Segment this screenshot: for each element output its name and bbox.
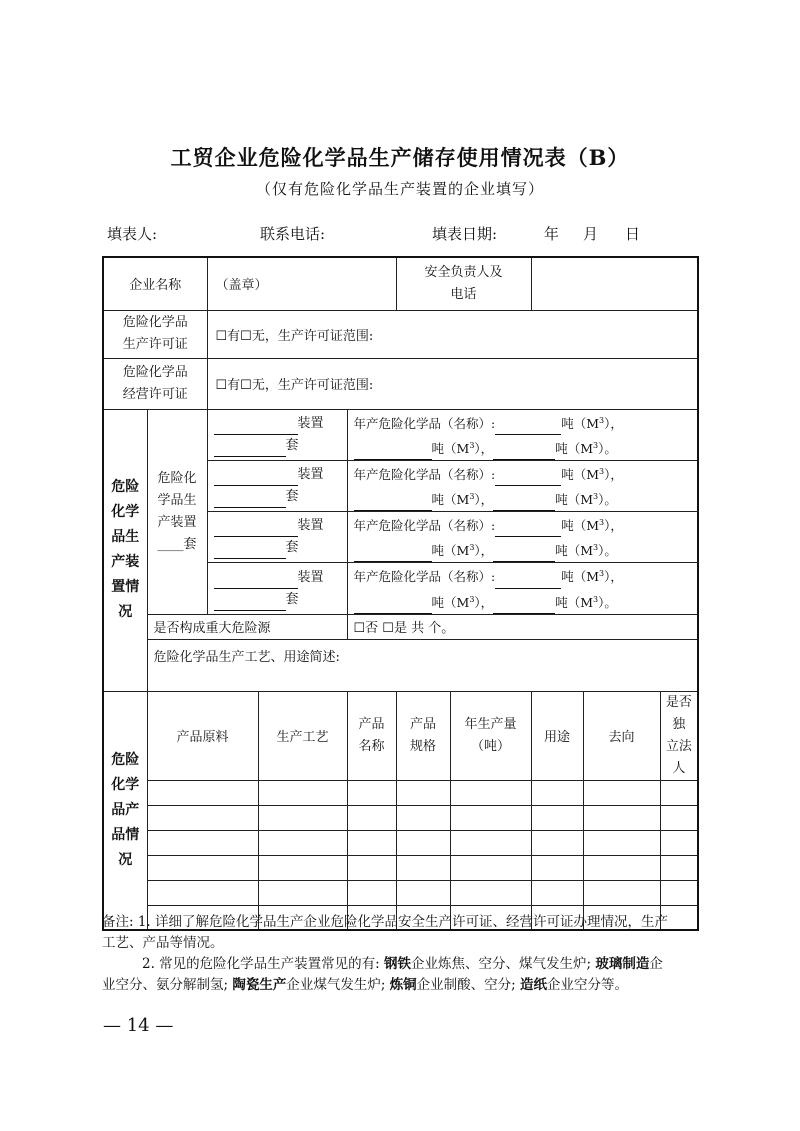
device-row-1 [103,409,698,460]
process-description-field[interactable]: 危险化学品生产工艺、用途简述: [147,639,698,691]
annual-output-cell[interactable]: 年产危险化学品（名称）: 吨$(M^3)$， 吨$(M^3)$， 吨$(M^3)$。 [347,563,698,614]
product-row [103,830,698,855]
safety-person-label: 安全负责人及 电话 [396,257,531,310]
note-line-1: 备注: 1. 详细了解危险化学品生产企业危险化学品安全生产许可证、经营许可证办理情况，生产 [102,914,669,930]
col-header-product-name: 产品 名称 [347,691,396,780]
month-label: 月 [583,225,599,243]
annual-output-cell[interactable]: 年产危险化学品（名称）: 吨$(M^3)$， 吨$(M^3)$， 吨$(M^3)$。 [347,512,698,563]
filler-info-line [107,223,667,245]
date-label: 填表日期: [432,225,498,243]
business-license-label: 危险化学品 经营许可证 [103,358,207,409]
col-header-independent-legal: 是否独 立法人 [660,691,698,780]
product-row [103,855,698,880]
company-name-label: 企业名称 [103,257,207,310]
note-line-3: 2. 常见的危险化学品生产装置常见的有: 钢铁企业炼焦、空分、煤气发生炉; 玻璃制造企 [142,956,663,972]
phone-label: 联系电话: [260,225,326,243]
form-subtitle: （仅有危险化学品生产装置的企业填写） [255,180,544,198]
business-license-field[interactable]: ☐有☐无，生产许可证范围: [207,358,698,409]
production-license-label: 危险化学品 生产许可证 [103,310,207,358]
notes-block [102,912,702,996]
col-header-process: 生产工艺 [258,691,347,780]
major-hazard-label: 是否构成重大危险源 [147,614,347,639]
business-license-row [103,358,698,409]
product-row [103,880,698,905]
major-hazard-row [103,614,698,639]
product-section-title: 危险 化学 品产 品情 况 [103,691,147,930]
device-name-cell[interactable]: 装置 套 [207,409,347,460]
col-header-product-spec: 产品 规格 [396,691,450,780]
year-label: 年 [544,225,560,243]
product-row [103,780,698,805]
filler-label: 填表人: [107,225,158,243]
annual-output-cell[interactable]: 年产危险化学品（名称）: 吨$(M^3)$， 吨$(M^3)$， 吨$(M^3)$。 [347,409,698,460]
col-header-destination: 去向 [583,691,660,780]
device-name-cell[interactable]: 装置 套 [207,460,347,511]
device-label: 危险化 学品生 产装置 ____套 [147,409,207,614]
page-number: — 14 — [103,1015,174,1036]
production-license-row [103,310,698,358]
safety-person-field[interactable] [531,257,698,310]
company-row [103,257,698,310]
seal-label: （盖章） [215,278,268,294]
form-title: 工贸企业危险化学品生产储存使用情况表（B） [170,145,630,170]
annual-output-cell[interactable]: 年产危险化学品（名称）: 吨$(M^3)$， 吨$(M^3)$， 吨$(M^3)$。 [347,460,698,511]
col-header-raw-material: 产品原料 [147,691,258,780]
device-name-cell[interactable]: 装置 套 [207,563,347,614]
device-name-cell[interactable]: 装置 套 [207,512,347,563]
note-line-2: 工艺、产品等情况。 [102,935,224,951]
process-row [103,639,698,691]
day-label: 日 [625,225,641,243]
production-license-field[interactable]: ☐有☐无，生产许可证范围: [207,310,698,358]
col-header-usage: 用途 [531,691,583,780]
company-name-field[interactable] [207,257,396,310]
major-hazard-field[interactable]: ☐否 ☐是 共 个。 [347,614,698,639]
product-row [103,805,698,830]
product-header-row [103,691,698,780]
col-header-annual-output: 年生产量 （吨） [450,691,531,780]
note-line-4: 业空分、氨分解制氢; 陶瓷生产企业煤气发生炉; 炼铜企业制酸、空分; 造纸企业空分等。 [102,977,629,993]
registration-form-table [102,256,699,931]
production-section-title: 危险 化学 品生 产装 置情 况 [103,409,147,691]
